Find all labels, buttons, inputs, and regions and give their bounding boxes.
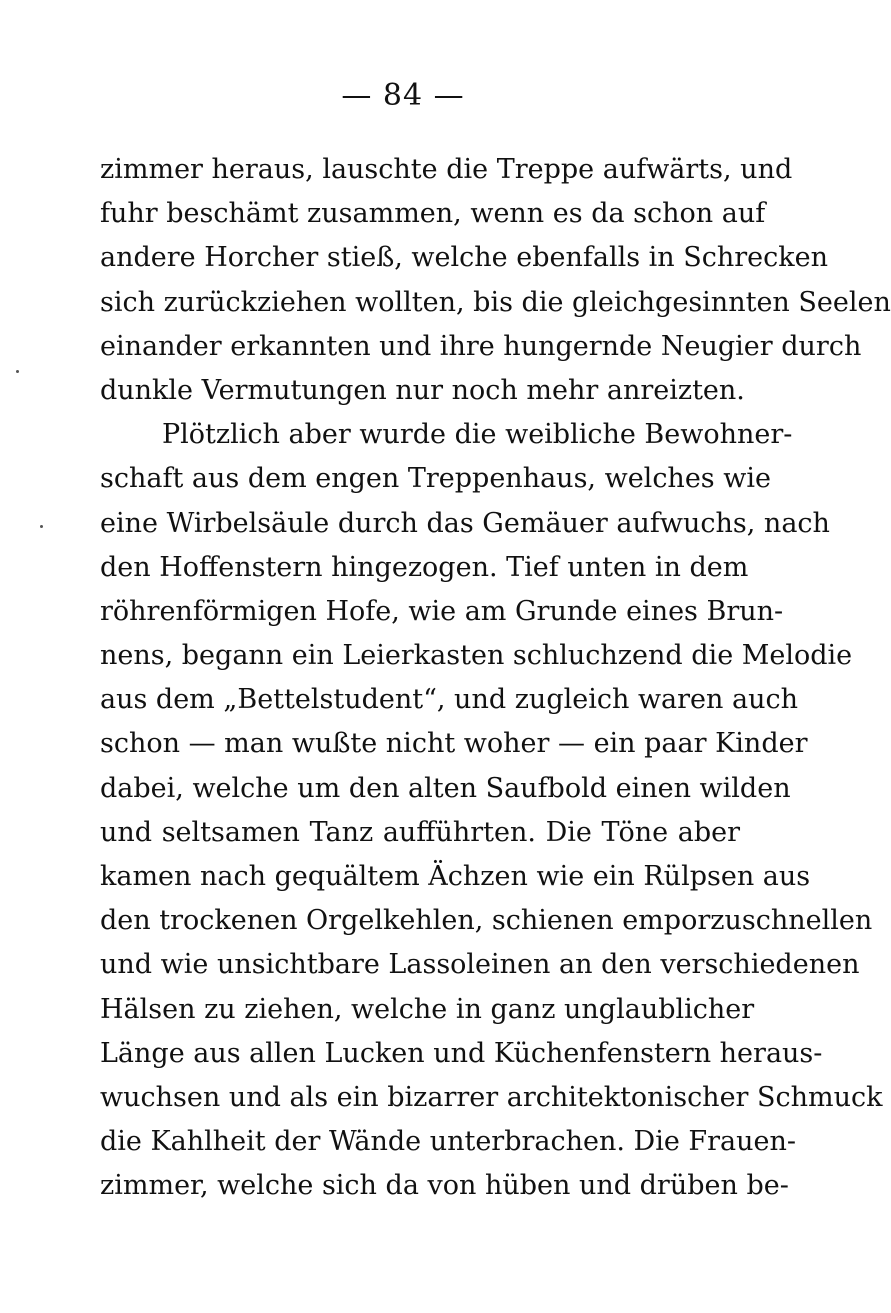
- text-line-3: andere Horcher stieß, welche ebenfalls in Schrecken: [100, 242, 828, 274]
- page-number: — 84 —: [341, 78, 465, 113]
- text-line-7: Plötzlich aber wurde die weibliche Bewohner-: [162, 419, 793, 451]
- text-line-24: zimmer, welche sich da von hüben und drüben be-: [100, 1170, 789, 1202]
- text-line-15: dabei, welche um den alten Saufbold einen wilden: [100, 772, 791, 804]
- body-text: [100, 148, 891, 1209]
- text-line-23: die Kahlheit der Wände unterbrachen. Die Frauen-: [100, 1126, 797, 1158]
- text-line-14: schon — man wußte nicht woher — ein paar Kinder: [100, 728, 808, 760]
- text-line-2: fuhr beschämt zusammen, wenn es da schon auf: [100, 198, 766, 230]
- text-line-19: und wie unsichtbare Lassoleinen an den verschiedenen: [100, 949, 860, 981]
- text-line-8: schaft aus dem engen Treppenhaus, welches wie: [100, 463, 771, 495]
- text-line-11: röhrenförmigen Hofe, wie am Grunde eines Brun-: [100, 595, 784, 627]
- text-line-6: dunkle Vermutungen nur noch mehr anreizten.: [100, 374, 745, 406]
- text-line-22: wuchsen und als ein bizarrer architektonischer Schmuck: [100, 1081, 883, 1113]
- text-line-4: sich zurückziehen wollten, bis die gleichgesinnten Seelen: [100, 286, 891, 318]
- text-line-21: Länge aus allen Lucken und Küchenfenstern heraus-: [100, 1037, 823, 1069]
- text-line-13: aus dem „Bettelstudent“, und zugleich waren auch: [100, 684, 799, 716]
- text-line-9: eine Wirbelsäule durch das Gemäuer aufwuchs, nach: [100, 507, 830, 539]
- text-line-10: den Hoffenstern hingezogen. Tief unten in dem: [100, 551, 749, 583]
- text-line-18: den trockenen Orgelkehlen, schienen emporzuschnellen: [100, 905, 873, 937]
- text-line-5: einander erkannten und ihre hungernde Neugier durch: [100, 330, 862, 362]
- text-line-1: zimmer heraus, lauschte die Treppe aufwärts, und: [100, 154, 793, 185]
- scan-speck: [16, 370, 19, 373]
- text-line-17: kamen nach gequältem Ächzen wie ein Rülpsen aus: [100, 861, 811, 892]
- text-line-12: nens, begann ein Leierkasten schluchzend die Melodie: [100, 640, 853, 672]
- scan-speck: [40, 525, 43, 528]
- text-line-16: und seltsamen Tanz aufführten. Die Töne aber: [100, 816, 740, 848]
- text-line-20: Hälsen zu ziehen, welche in ganz unglaublicher: [100, 993, 755, 1025]
